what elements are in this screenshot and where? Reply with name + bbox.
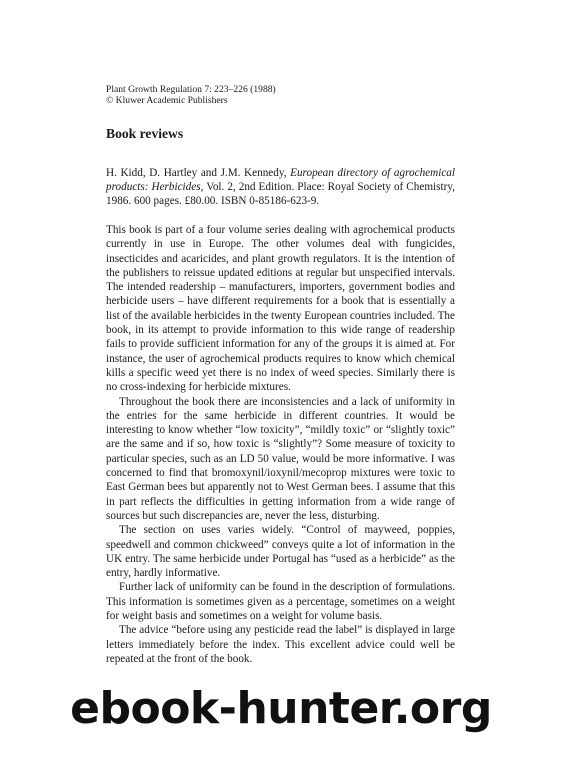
journal-citation-line: Plant Growth Regulation 7: 223–226 (1988) [106, 84, 276, 95]
section-title: Book reviews [106, 126, 184, 141]
review-paragraph: The advice “before using any pesticide read the label” is displayed in large letters immediately before the index. This excellent advice could well be repeated at the front of the book. [106, 624, 455, 665]
review-paragraph: This book is part of a four volume series dealing with agrochemical products currently in use in Europe. The other volumes deal with fungicides, insecticides and acaricides, and plant growth regulators. It is the intention of the publishers to reissue updated editions at regular but unspecified intervals. The intended readership – manufacturers, importers, government bodies and herbicide users – have different requirements for a book that is essentially a list of the available herbicides in the twenty European countries included. The book, in its attempt to provide information to this wide range of readership fails to provide sufficient information for any of the groups it is aimed at. For instance, the user of agrochemical products requires to know which chemical kills a specific weed yet there is no index of weed species. Similarly there is no cross-indexing for herbicide mixtures. [106, 224, 455, 394]
publisher-line: © Kluwer Academic Publishers [106, 95, 228, 106]
review-paragraph: Throughout the book there are inconsistencies and a lack of uniformity in the entries for the same herbicide in different countries. It would be interesting to know whether “low toxicity”, “mildly toxic” or “slightly toxic” are the same and if so, how toxic is “slightly”? Some measure of toxicity to particular species, such as an LD 50 value, would be more informative. I was concerned to find that bromoxynil/ioxynil/mecoprop mixtures were toxic to East German bees but apparently not to West German bees. I assume that this in part reflects the difficulties in getting information from a wide range of sources but such discrepancies are, never the less, disturbing. [106, 395, 455, 522]
citation-details: , Vol. 2, 2nd Edition. Place: Royal Society of Chemistry, 1986. 600 pages. £80.00. ISBN 0-85186-623-9. [106, 181, 455, 207]
review-body [106, 223, 455, 666]
review-paragraph: Further lack of uniformity can be found in the description of formulations. This information is sometimes given as a percentage, sometimes on a weight for weight basis and sometimes on a weight for volume basis. [106, 581, 455, 623]
journal-header [106, 84, 276, 106]
review-paragraph: The section on uses varies widely. “Control of mayweed, poppies, speedwell and common chickweed” conveys quite a lot of information in the UK entry. The same herbicide under Portugal has “used as a herbicide” as the entry, hardly informative. [106, 524, 455, 580]
book-citation [106, 166, 455, 208]
citation-book-title: European directory of agrochemical products: Herbicides [106, 167, 455, 193]
watermark-text: ebook-hunter.org [70, 683, 492, 734]
citation-authors: H. Kidd, D. Hartley and J.M. Kennedy, [106, 167, 291, 179]
